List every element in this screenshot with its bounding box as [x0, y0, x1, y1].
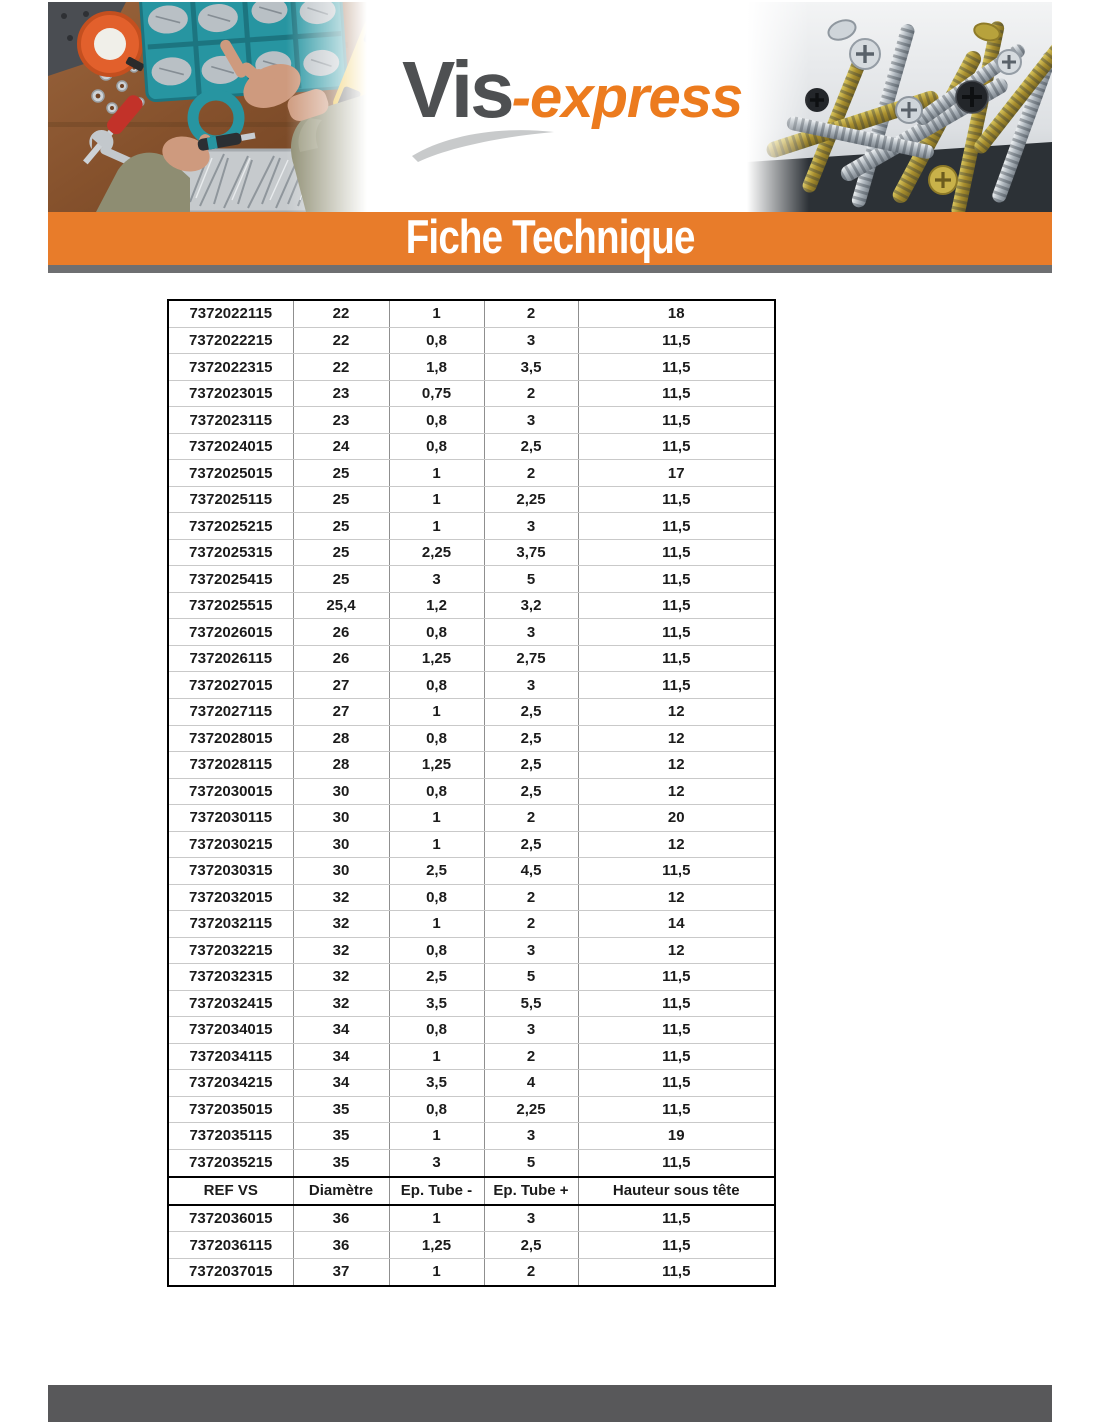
- table-cell: 1: [389, 460, 484, 487]
- title-banner: [48, 212, 1052, 265]
- table-row: [168, 433, 775, 460]
- table-cell: 0,8: [389, 884, 484, 911]
- table-cell: 7372030315: [168, 858, 293, 885]
- table-cell: 7372030015: [168, 778, 293, 805]
- table-cell: 7372024015: [168, 433, 293, 460]
- table-row: [168, 354, 775, 381]
- table-cell: 3: [484, 513, 578, 540]
- table-cell: 11,5: [578, 1043, 775, 1070]
- table-cell: 1,8: [389, 354, 484, 381]
- spec-table: [167, 299, 776, 1287]
- table-row: [168, 513, 775, 540]
- table-cell: 11,5: [578, 1205, 775, 1232]
- table-row: [168, 937, 775, 964]
- table-cell: 12: [578, 884, 775, 911]
- table-cell: 11,5: [578, 380, 775, 407]
- table-cell: 34: [293, 1043, 389, 1070]
- table-cell: 3,5: [484, 354, 578, 381]
- table-cell: 0,8: [389, 1096, 484, 1123]
- table-row: [168, 698, 775, 725]
- table-cell: 7372022215: [168, 327, 293, 354]
- table-cell: 1: [389, 513, 484, 540]
- table-cell: 3,75: [484, 539, 578, 566]
- table-cell: 12: [578, 698, 775, 725]
- table-cell: 7372032015: [168, 884, 293, 911]
- table-cell: 2,25: [389, 539, 484, 566]
- table-row: [168, 300, 775, 327]
- screws-photo: [747, 2, 1052, 212]
- table-cell: 7372027015: [168, 672, 293, 699]
- table-row: [168, 592, 775, 619]
- table-cell: 1: [389, 805, 484, 832]
- table-cell: 30: [293, 778, 389, 805]
- table-cell: 32: [293, 884, 389, 911]
- table-row: [168, 645, 775, 672]
- table-cell: 0,8: [389, 433, 484, 460]
- table-cell: 1: [389, 698, 484, 725]
- table-cell: 11,5: [578, 407, 775, 434]
- table-row: [168, 539, 775, 566]
- workbench-photo-art: [48, 2, 367, 212]
- table-cell: 2: [484, 884, 578, 911]
- table-cell: 30: [293, 831, 389, 858]
- table-cell: 35: [293, 1096, 389, 1123]
- table-cell: 32: [293, 911, 389, 938]
- table-cell: 5: [484, 1149, 578, 1176]
- table-cell: 2: [484, 300, 578, 327]
- table-cell: 3: [389, 1149, 484, 1176]
- table-cell: 7372026115: [168, 645, 293, 672]
- table-cell: 22: [293, 354, 389, 381]
- table-cell: 32: [293, 964, 389, 991]
- table-cell: 2,25: [484, 1096, 578, 1123]
- table-cell: 1: [389, 1258, 484, 1286]
- table-cell: 7372027115: [168, 698, 293, 725]
- table-row: [168, 752, 775, 779]
- table-cell: 7372022115: [168, 300, 293, 327]
- table-cell: 7372032115: [168, 911, 293, 938]
- table-cell: 7372028015: [168, 725, 293, 752]
- table-header-row: [168, 1177, 775, 1205]
- table-cell: 22: [293, 327, 389, 354]
- table-cell: 11,5: [578, 433, 775, 460]
- table-cell: 28: [293, 752, 389, 779]
- table-cell: 0,75: [389, 380, 484, 407]
- spec-table-wrap: [167, 299, 774, 1287]
- logo-express-text: -express: [511, 65, 743, 130]
- column-header: Hauteur sous tête: [578, 1177, 775, 1205]
- table-cell: 3,5: [389, 1070, 484, 1097]
- table-row: [168, 672, 775, 699]
- table-cell: 3: [484, 619, 578, 646]
- table-cell: 7372025515: [168, 592, 293, 619]
- table-cell: 1: [389, 911, 484, 938]
- table-row: [168, 486, 775, 513]
- table-cell: 2,25: [484, 486, 578, 513]
- table-cell: 7372025015: [168, 460, 293, 487]
- table-row: [168, 380, 775, 407]
- table-cell: 7372025115: [168, 486, 293, 513]
- table-cell: 11,5: [578, 592, 775, 619]
- table-cell: 35: [293, 1123, 389, 1150]
- table-cell: 3: [484, 1017, 578, 1044]
- table-cell: 2,5: [484, 725, 578, 752]
- table-cell: 12: [578, 725, 775, 752]
- table-cell: 11,5: [578, 354, 775, 381]
- table-cell: 11,5: [578, 513, 775, 540]
- column-header: REF VS: [168, 1177, 293, 1205]
- table-cell: 23: [293, 407, 389, 434]
- table-cell: 11,5: [578, 539, 775, 566]
- table-cell: 11,5: [578, 1017, 775, 1044]
- table-row: [168, 1258, 775, 1286]
- table-cell: 32: [293, 990, 389, 1017]
- table-cell: 11,5: [578, 1096, 775, 1123]
- table-cell: 0,8: [389, 672, 484, 699]
- table-cell: 22: [293, 300, 389, 327]
- table-cell: 25: [293, 460, 389, 487]
- table-cell: 7372032315: [168, 964, 293, 991]
- table-cell: 7372035115: [168, 1123, 293, 1150]
- table-cell: 3,2: [484, 592, 578, 619]
- table-cell: 11,5: [578, 619, 775, 646]
- table-cell: 23: [293, 380, 389, 407]
- table-cell: 35: [293, 1149, 389, 1176]
- table-cell: 17: [578, 460, 775, 487]
- table-cell: 1,25: [389, 645, 484, 672]
- table-cell: 1: [389, 1123, 484, 1150]
- table-cell: 3,5: [389, 990, 484, 1017]
- table-cell: 2,5: [484, 752, 578, 779]
- table-cell: 1: [389, 1205, 484, 1232]
- table-cell: 12: [578, 778, 775, 805]
- table-row: [168, 1149, 775, 1176]
- table-cell: 2,5: [389, 858, 484, 885]
- table-row: [168, 858, 775, 885]
- table-cell: 3: [484, 672, 578, 699]
- table-row: [168, 1043, 775, 1070]
- table-cell: 2: [484, 1258, 578, 1286]
- table-cell: 7372035215: [168, 1149, 293, 1176]
- table-cell: 2,5: [389, 964, 484, 991]
- column-header: Ep. Tube +: [484, 1177, 578, 1205]
- footer-bar: [48, 1385, 1052, 1422]
- table-cell: 7372036115: [168, 1232, 293, 1259]
- table-row: [168, 1205, 775, 1232]
- table-cell: 7372036015: [168, 1205, 293, 1232]
- table-cell: 11,5: [578, 1232, 775, 1259]
- table-row: [168, 1232, 775, 1259]
- table-cell: 11,5: [578, 858, 775, 885]
- table-cell: 36: [293, 1232, 389, 1259]
- logo-vis-text: Vis: [402, 45, 512, 134]
- table-cell: 4,5: [484, 858, 578, 885]
- table-row: [168, 1123, 775, 1150]
- table-cell: 4: [484, 1070, 578, 1097]
- table-cell: 27: [293, 698, 389, 725]
- banner-title: Fiche Technique: [405, 210, 695, 263]
- table-cell: 5: [484, 964, 578, 991]
- table-cell: 2: [484, 911, 578, 938]
- table-cell: 28: [293, 725, 389, 752]
- table-cell: 34: [293, 1017, 389, 1044]
- table-cell: 1,25: [389, 752, 484, 779]
- table-cell: 7372022315: [168, 354, 293, 381]
- table-cell: 1: [389, 831, 484, 858]
- table-cell: 0,8: [389, 725, 484, 752]
- table-cell: 11,5: [578, 964, 775, 991]
- table-cell: 1: [389, 1043, 484, 1070]
- table-cell: 1,25: [389, 1232, 484, 1259]
- table-cell: 2,5: [484, 831, 578, 858]
- table-row: [168, 911, 775, 938]
- screws-photo-art: [747, 2, 1052, 212]
- table-row: [168, 460, 775, 487]
- table-cell: 0,8: [389, 778, 484, 805]
- table-cell: 25: [293, 486, 389, 513]
- table-cell: 3: [484, 937, 578, 964]
- table-cell: 5: [484, 566, 578, 593]
- table-cell: 37: [293, 1258, 389, 1286]
- table-cell: 12: [578, 752, 775, 779]
- table-cell: 2,75: [484, 645, 578, 672]
- table-cell: 32: [293, 937, 389, 964]
- table-row: [168, 566, 775, 593]
- table-cell: 20: [578, 805, 775, 832]
- table-cell: 3: [389, 566, 484, 593]
- table-cell: 7372032215: [168, 937, 293, 964]
- table-cell: 3: [484, 1205, 578, 1232]
- table-cell: 2: [484, 805, 578, 832]
- table-cell: 2: [484, 1043, 578, 1070]
- table-cell: 0,8: [389, 619, 484, 646]
- table-cell: 2: [484, 380, 578, 407]
- table-row: [168, 725, 775, 752]
- table-cell: 1: [389, 486, 484, 513]
- table-cell: 7372034115: [168, 1043, 293, 1070]
- table-cell: 25: [293, 513, 389, 540]
- table-cell: 0,8: [389, 937, 484, 964]
- column-header: Ep. Tube -: [389, 1177, 484, 1205]
- table-cell: 2,5: [484, 778, 578, 805]
- table-cell: 11,5: [578, 990, 775, 1017]
- table-cell: 1: [389, 300, 484, 327]
- table-cell: 3: [484, 407, 578, 434]
- table-row: [168, 1096, 775, 1123]
- table-cell: 19: [578, 1123, 775, 1150]
- table-cell: 0,8: [389, 407, 484, 434]
- table-cell: 12: [578, 937, 775, 964]
- table-cell: 7372030215: [168, 831, 293, 858]
- table-cell: 1,2: [389, 592, 484, 619]
- table-row: [168, 778, 775, 805]
- column-header: Diamètre: [293, 1177, 389, 1205]
- table-cell: 3: [484, 327, 578, 354]
- table-cell: 2,5: [484, 698, 578, 725]
- logo-swoosh: [408, 122, 558, 164]
- table-cell: 34: [293, 1070, 389, 1097]
- table-cell: 2: [484, 460, 578, 487]
- workbench-photo: [48, 2, 367, 212]
- table-cell: 2,5: [484, 1232, 578, 1259]
- spec-table-body: [168, 300, 775, 1286]
- header-divider-bar: [48, 265, 1052, 273]
- table-cell: 7372026015: [168, 619, 293, 646]
- table-row: [168, 884, 775, 911]
- table-cell: 11,5: [578, 1258, 775, 1286]
- table-cell: 7372023015: [168, 380, 293, 407]
- table-row: [168, 990, 775, 1017]
- table-cell: 7372035015: [168, 1096, 293, 1123]
- table-cell: 26: [293, 645, 389, 672]
- table-row: [168, 964, 775, 991]
- table-cell: 36: [293, 1205, 389, 1232]
- table-cell: 5,5: [484, 990, 578, 1017]
- table-cell: 7372025415: [168, 566, 293, 593]
- table-cell: 24: [293, 433, 389, 460]
- table-cell: 11,5: [578, 1070, 775, 1097]
- table-row: [168, 1070, 775, 1097]
- table-cell: 11,5: [578, 1149, 775, 1176]
- table-cell: 7372032415: [168, 990, 293, 1017]
- table-cell: 30: [293, 805, 389, 832]
- table-cell: 12: [578, 831, 775, 858]
- table-cell: 25: [293, 566, 389, 593]
- table-cell: 18: [578, 300, 775, 327]
- table-cell: 11,5: [578, 645, 775, 672]
- table-cell: 11,5: [578, 327, 775, 354]
- table-cell: 3: [484, 1123, 578, 1150]
- table-cell: 30: [293, 858, 389, 885]
- table-cell: 26: [293, 619, 389, 646]
- table-row: [168, 407, 775, 434]
- table-row: [168, 619, 775, 646]
- table-cell: 2,5: [484, 433, 578, 460]
- table-cell: 11,5: [578, 566, 775, 593]
- table-cell: 7372025315: [168, 539, 293, 566]
- table-cell: 7372025215: [168, 513, 293, 540]
- table-row: [168, 1017, 775, 1044]
- table-cell: 7372023115: [168, 407, 293, 434]
- table-cell: 7372034215: [168, 1070, 293, 1097]
- table-row: [168, 805, 775, 832]
- table-cell: 0,8: [389, 327, 484, 354]
- table-cell: 25: [293, 539, 389, 566]
- table-cell: 7372030115: [168, 805, 293, 832]
- table-cell: 27: [293, 672, 389, 699]
- table-cell: 7372037015: [168, 1258, 293, 1286]
- table-cell: 11,5: [578, 486, 775, 513]
- table-cell: 11,5: [578, 672, 775, 699]
- table-cell: 14: [578, 911, 775, 938]
- table-cell: 7372028115: [168, 752, 293, 779]
- table-cell: 7372034015: [168, 1017, 293, 1044]
- table-cell: 0,8: [389, 1017, 484, 1044]
- table-cell: 25,4: [293, 592, 389, 619]
- table-row: [168, 831, 775, 858]
- table-row: [168, 327, 775, 354]
